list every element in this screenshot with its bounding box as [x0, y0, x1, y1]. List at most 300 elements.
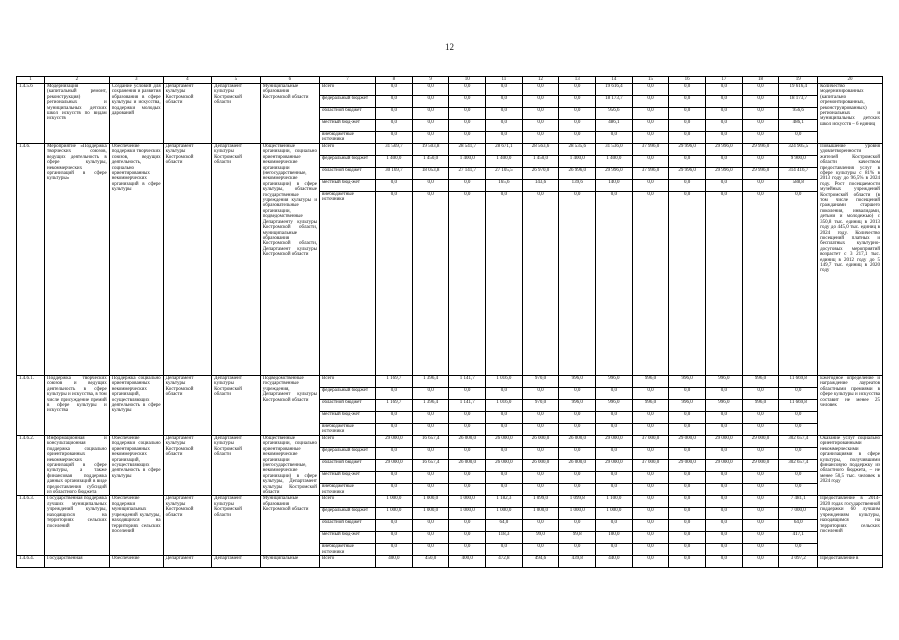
funding-value: 0,0 [559, 132, 596, 144]
funding-value: 0,0 [705, 532, 742, 544]
activity-goal: Обеспечение поддержки муниципальных учреждений культуры, находящихся на территориях сельских поселений [109, 496, 163, 556]
funding-source: федеральный бюджет [320, 156, 376, 168]
funding-value: 0,0 [449, 120, 486, 132]
funding-value: 139,6 [559, 180, 596, 192]
funding-value: 1 100,0 [596, 496, 633, 508]
funding-value: 0,0 [486, 108, 523, 120]
funding-value: 0,0 [376, 412, 413, 424]
funding-value: 0,0 [412, 472, 449, 484]
funding-value: 0,0 [669, 484, 706, 496]
funding-value: 26 000,0 [559, 436, 596, 448]
funding-value: 0,0 [742, 132, 779, 144]
funding-value: 0,0 [705, 96, 742, 108]
funding-value: 0,0 [596, 472, 633, 484]
funding-value: 0,0 [742, 96, 779, 108]
funding-value: 0,0 [412, 192, 449, 376]
funding-value: 0,0 [522, 424, 559, 436]
funding-value: 0,0 [705, 412, 742, 424]
funding-value: 26 996,0 [559, 168, 596, 180]
funding-value: 0,0 [632, 96, 669, 108]
funding-value: 0,0 [559, 448, 596, 460]
funding-value: 1 450,0 [412, 156, 449, 168]
funding-value: 0,0 [596, 388, 633, 400]
funding-value: 0,0 [705, 424, 742, 436]
funding-value: 0,0 [632, 108, 669, 120]
funding-value: 0,0 [632, 472, 669, 484]
funding-value: 0,0 [559, 472, 596, 484]
funding-value: 1 182,3 [486, 496, 523, 508]
funding-value: 0,0 [412, 96, 449, 108]
funding-value: 0,0 [376, 484, 413, 496]
funding-value: 0,0 [412, 180, 449, 192]
expected-result: Повышение уровня удовлетворенности жителей Костромской области качеством предоставления услуг в сфере культуры с 81% в 2013 году до 96,5% в 2024 году. Рост посещаемости музейных учреждений Костромской области (в том числе посещений гражданами старшего поколения, инвалидами, детьми и молодежью) с 350,8 тыс. единиц в 2013 году до 445,0 тыс. единиц в 2024 году. Количество посещений платных и бесплатных культурно-досуговых мероприятий возрастет с 3 217,1 тыс. единиц в 2012 году до 5 149,7 тыс. единиц в 2020 году [818, 144, 883, 376]
column-number: 18 [742, 77, 779, 84]
funding-value: 0,0 [376, 192, 413, 376]
funding-value: 31 536,0 [596, 144, 633, 156]
funding-value: 0,0 [705, 496, 742, 508]
funding-value: 16 657,4 [412, 460, 449, 472]
activity-measure: Модернизация (капитальный ремонт, реконструкция) региональных и муниципальных детских школ искусств по видам искусств [45, 84, 110, 144]
funding-value: 996,0 [632, 376, 669, 388]
activity-code: 1.4.6. [17, 144, 45, 376]
funding-value: 0,0 [449, 96, 486, 108]
funding-value: 0,0 [486, 472, 523, 484]
funding-value: 0,0 [412, 484, 449, 496]
funding-value: 439,8 [559, 556, 596, 568]
column-number: 17 [705, 77, 742, 84]
funding-value: 0,0 [705, 192, 742, 376]
expected-result: Предоставление в 2014-2020 годах государственной поддержки 60 лучшим учреждениям культуры, находящимся на территориях сельских поселений [818, 496, 883, 556]
funding-value: 0,0 [376, 96, 413, 108]
funding-value: 0,0 [449, 132, 486, 144]
funding-value: 970,0 [522, 376, 559, 388]
funding-value: 996,0 [705, 376, 742, 388]
funding-value: 0,0 [376, 388, 413, 400]
funding-value: 0,0 [632, 544, 669, 556]
funding-value: 0,0 [705, 472, 742, 484]
program-activities-table [16, 76, 883, 568]
funding-value: 26 000,0 [559, 460, 596, 472]
activity-participants: Подведомственные государственные учреждения, Департамент культуры Костромской области [260, 376, 319, 436]
activity-goal: Обеспечение [109, 556, 163, 568]
activity-executor: Департамент культуры Костромской области [163, 376, 212, 436]
funding-value: 0,0 [632, 532, 669, 544]
funding-value: 0,0 [376, 544, 413, 556]
funding-value: 0,0 [559, 388, 596, 400]
funding-value: 0,0 [669, 496, 706, 508]
activity-participants: Муниципальные образования Костромской области [260, 84, 319, 144]
funding-value: 0,0 [522, 520, 559, 532]
funding-value: 0,0 [449, 544, 486, 556]
funding-value: 0,0 [669, 388, 706, 400]
funding-value: 0,0 [705, 132, 742, 144]
funding-value: 0,0 [559, 84, 596, 96]
table-row [17, 556, 883, 568]
funding-value: 0,0 [705, 120, 742, 132]
funding-value: 324 905,5 [779, 144, 818, 156]
column-number: 3 [109, 77, 163, 84]
funding-value: 486,1 [779, 120, 818, 132]
funding-value: 0,0 [632, 556, 669, 568]
funding-value: 0,0 [449, 424, 486, 436]
funding-value: 1 400,0 [376, 156, 413, 168]
funding-value: 0,0 [559, 484, 596, 496]
funding-value: 0,0 [486, 120, 523, 132]
funding-value: 0,0 [486, 388, 523, 400]
table-row [17, 376, 883, 388]
column-number: 2 [45, 77, 110, 84]
funding-value: 0,0 [522, 132, 559, 144]
funding-value: 0,0 [412, 532, 449, 544]
funding-value: 28 671,1 [486, 144, 523, 156]
funding-value: 29 996,0 [705, 144, 742, 156]
funding-value: 0,0 [669, 532, 706, 544]
funding-value: 0,0 [779, 412, 818, 424]
table-row [17, 496, 883, 508]
funding-value: 28 541,7 [449, 144, 486, 156]
column-number: 10 [449, 77, 486, 84]
funding-value: 0,0 [669, 544, 706, 556]
funding-value: 996,0 [742, 376, 779, 388]
expected-result: Предоставление в [818, 556, 883, 568]
funding-value: 0,0 [376, 132, 413, 144]
funding-value: 29 000,0 [705, 460, 742, 472]
funding-value: 0,0 [412, 84, 449, 96]
funding-source: федеральный бюджет [320, 508, 376, 520]
activity-participants: Общественные организации, социально ориентированные некоммерческие организации (негосударственные, некоммерческие организации) в сфере культуры, областные государственные учреждения культуры и образовательные организации, подведомственные Департаменту культуры Костромской области, муниципальные образования Костромской области, Департамент культуры Костромской области [260, 144, 319, 376]
funding-value: 0,0 [705, 520, 742, 532]
funding-value: 0,0 [412, 132, 449, 144]
funding-value: 0,0 [705, 84, 742, 96]
funding-value: 0,0 [486, 412, 523, 424]
funding-source: Всего [320, 436, 376, 448]
activity-code: 1.4.6.3. [17, 496, 45, 556]
funding-value: 143,6 [522, 180, 559, 192]
funding-value: 0,0 [596, 484, 633, 496]
funding-value: 0,0 [559, 108, 596, 120]
funding-value: 494,6 [522, 556, 559, 568]
funding-value: 0,0 [742, 180, 779, 192]
funding-value: 450,0 [412, 556, 449, 568]
funding-value: 26 000,0 [449, 460, 486, 472]
funding-value: 1 000,0 [559, 508, 596, 520]
funding-value: 0,0 [412, 448, 449, 460]
funding-value: 0,0 [376, 84, 413, 96]
activity-measure: Государственная [45, 556, 110, 568]
funding-value: 0,0 [376, 424, 413, 436]
activity-participants: Муниципальные образования Костромской области [260, 496, 319, 556]
funding-value: 996,0 [596, 400, 633, 412]
funding-value: 0,0 [449, 472, 486, 484]
funding-value: 472,8 [486, 556, 523, 568]
funding-value: 29 000,0 [596, 460, 633, 472]
funding-value: 0,0 [742, 496, 779, 508]
funding-value: 30 169,7 [376, 168, 413, 180]
funding-value: 0,0 [412, 424, 449, 436]
funding-value: 0,0 [742, 508, 779, 520]
column-number: 11 [486, 77, 523, 84]
funding-value: 314 416,7 [779, 168, 818, 180]
funding-value: 0,0 [779, 484, 818, 496]
funding-source: Всего [320, 376, 376, 388]
funding-value: 0,0 [632, 484, 669, 496]
funding-value: 9 900,0 [779, 156, 818, 168]
funding-value: 0,0 [742, 520, 779, 532]
funding-source: местный бюд-жет [320, 120, 376, 132]
funding-value: 140,0 [596, 180, 633, 192]
funding-value: 0,0 [412, 120, 449, 132]
funding-value: 996,0 [559, 376, 596, 388]
funding-value: 0,0 [486, 96, 523, 108]
funding-source: областной бюджет [320, 520, 376, 532]
funding-value: 29 000,0 [596, 436, 633, 448]
funding-value: 0,0 [632, 132, 669, 144]
funding-value: 1 141,7 [449, 376, 486, 388]
funding-value: 11 669,8 [779, 376, 818, 388]
funding-value: 417,1 [779, 532, 818, 544]
funding-value: 3 097,2 [779, 556, 818, 568]
funding-value: 0,0 [522, 544, 559, 556]
funding-value: 0,0 [596, 544, 633, 556]
column-number: 19 [779, 77, 818, 84]
funding-value: 996,0 [559, 400, 596, 412]
activity-code: 1.4.6.2. [17, 436, 45, 496]
funding-value: 28 535,6 [559, 144, 596, 156]
funding-value: 0,0 [779, 472, 818, 484]
funding-value: 0,0 [559, 520, 596, 532]
funding-source: Всего [320, 144, 376, 156]
funding-value: 0,0 [486, 484, 523, 496]
funding-value: 0,0 [742, 108, 779, 120]
funding-value: 0,0 [376, 472, 413, 484]
funding-value: 1 016,0 [486, 400, 523, 412]
funding-source: федеральный бюджет [320, 96, 376, 108]
funding-value: 29 996,0 [742, 144, 779, 156]
funding-value: 0,0 [705, 448, 742, 460]
funding-value: 0,0 [412, 388, 449, 400]
funding-value: 0,0 [742, 192, 779, 376]
funding-value: 0,0 [559, 424, 596, 436]
funding-value: 0,0 [412, 544, 449, 556]
funding-value: 29 996,0 [596, 168, 633, 180]
funding-value: 29 000,0 [705, 436, 742, 448]
funding-value: 0,0 [522, 388, 559, 400]
funding-value: 0,0 [742, 412, 779, 424]
funding-value: 0,0 [705, 180, 742, 192]
activity-measure: Мероприятие «Поддержка творческих союзов, ведущих деятельность в сфере культуры, некоммерческих организаций в сфере культуры» [45, 144, 110, 376]
funding-value: 0,0 [522, 472, 559, 484]
funding-value: 0,0 [522, 484, 559, 496]
column-number: 12 [522, 77, 559, 84]
funding-value: 29 000,0 [376, 436, 413, 448]
column-number: 4 [163, 77, 212, 84]
funding-value: 1 169,7 [376, 376, 413, 388]
activity-measure: Поддержка творческих союзов и ведущих деятельность в сфере культуры и искусства, в том числе присуждение премий в сфере культуры и искусства [45, 376, 110, 436]
activity-coexecutor: Департамент [212, 556, 261, 568]
funding-value: 0,0 [742, 120, 779, 132]
funding-value: 0,0 [632, 84, 669, 96]
funding-source: Всего [320, 556, 376, 568]
funding-value: 0,0 [449, 532, 486, 544]
funding-value: 0,0 [669, 132, 706, 144]
funding-value: 0,0 [376, 532, 413, 544]
funding-value: 0,0 [779, 424, 818, 436]
page-number: 12 [445, 42, 454, 52]
activity-executor: Департамент культуры Костромской области [163, 84, 212, 144]
funding-value: 0,0 [522, 192, 559, 376]
funding-source: местный бюд-жет [320, 180, 376, 192]
funding-value: 0,0 [669, 520, 706, 532]
funding-value: 0,0 [705, 544, 742, 556]
funding-source: областной бюджет [320, 168, 376, 180]
funding-value: 1 000,0 [449, 508, 486, 520]
funding-value: 1 000,0 [412, 508, 449, 520]
funding-value: 400,0 [449, 556, 486, 568]
funding-value: 0,0 [522, 108, 559, 120]
funding-value: 0,0 [669, 556, 706, 568]
funding-value: 27 141,7 [449, 168, 486, 180]
funding-value: 0,0 [596, 424, 633, 436]
funding-value: 0,0 [449, 192, 486, 376]
activity-coexecutor: Департамент культуры Костромской области [212, 496, 261, 556]
funding-value: 0,0 [559, 544, 596, 556]
funding-value: 7 481,1 [779, 496, 818, 508]
funding-value: 0,0 [486, 424, 523, 436]
funding-value: 0,0 [449, 412, 486, 424]
activity-measure: Государственная поддержка лучших муниципальных учреждений культуры, находящихся на территориях сельских поселений [45, 496, 110, 556]
funding-value: 11 669,8 [779, 400, 818, 412]
funding-value: 1 099,0 [522, 496, 559, 508]
funding-value: 0,0 [596, 520, 633, 532]
funding-value: 0,0 [522, 412, 559, 424]
funding-value: 0,0 [742, 448, 779, 460]
funding-value: 0,0 [669, 448, 706, 460]
funding-value: 1 396,4 [412, 400, 449, 412]
funding-value: 0,0 [742, 472, 779, 484]
funding-value: 0,0 [779, 132, 818, 144]
funding-value: 400,0 [376, 556, 413, 568]
funding-value: 19 503,8 [412, 144, 449, 156]
funding-value: 7 000,0 [779, 508, 818, 520]
funding-value: 1 400,0 [559, 156, 596, 168]
funding-value: 37 996,0 [632, 168, 669, 180]
funding-value: 0,0 [522, 120, 559, 132]
funding-value: 0,0 [486, 192, 523, 376]
funding-value: 0,0 [376, 180, 413, 192]
funding-value: 1 400,0 [449, 156, 486, 168]
funding-value: 29 000,0 [742, 436, 779, 448]
funding-value: 28 563,6 [522, 144, 559, 156]
funding-value: 26 000,0 [522, 460, 559, 472]
funding-value: 19 616,4 [596, 84, 633, 96]
activity-executor: Департамент [163, 556, 212, 568]
funding-value: 0,0 [705, 156, 742, 168]
funding-value: 29 996,0 [705, 168, 742, 180]
funding-value: 0,0 [742, 156, 779, 168]
funding-value: 0,0 [632, 192, 669, 376]
funding-value: 29 000,0 [669, 436, 706, 448]
funding-value: 16 657,4 [412, 436, 449, 448]
funding-value: 0,0 [449, 388, 486, 400]
funding-value: 0,0 [522, 96, 559, 108]
funding-value: 0,0 [632, 156, 669, 168]
activity-coexecutor: Департамент культуры Костромской области [212, 144, 261, 376]
funding-value: 1 169,7 [376, 400, 413, 412]
activity-measure: Информационная и консультационная поддержка социально ориентированных некоммерческих организаций в сфере культуры, а также финансовая поддержка данных организаций в виде предоставления субсидий из областного бюджета [45, 436, 110, 496]
activity-code: 1.4.5.6 [17, 84, 45, 144]
funding-value: 0,0 [742, 424, 779, 436]
funding-source: федеральный бюджет [320, 388, 376, 400]
funding-value: 0,0 [669, 508, 706, 520]
funding-value: 996,0 [705, 400, 742, 412]
funding-value: 970,0 [522, 400, 559, 412]
funding-value: 0,0 [522, 448, 559, 460]
column-number: 16 [669, 77, 706, 84]
activity-executor: Департамент культуры Костромской области [163, 496, 212, 556]
funding-value: 0,0 [449, 84, 486, 96]
funding-value: 0,0 [486, 132, 523, 144]
funding-value: 26 000,0 [449, 436, 486, 448]
funding-value: 1 000,0 [376, 496, 413, 508]
funding-value: 0,0 [669, 84, 706, 96]
funding-value: 0,0 [669, 192, 706, 376]
funding-value: 0,0 [596, 192, 633, 376]
funding-value: 0,0 [669, 472, 706, 484]
funding-value: 99,8 [559, 532, 596, 544]
funding-value: 0,0 [412, 108, 449, 120]
funding-value: 37 000,0 [632, 436, 669, 448]
funding-value: 1 396,4 [412, 376, 449, 388]
funding-value: 0,0 [412, 412, 449, 424]
funding-value: 29 996,0 [742, 168, 779, 180]
funding-value: 0,0 [632, 496, 669, 508]
column-number: 5 [212, 77, 261, 84]
funding-value: 0,0 [632, 508, 669, 520]
funding-value: 0,0 [449, 448, 486, 460]
activity-code: 1.4.6.4. [17, 556, 45, 568]
funding-value: 0,0 [705, 508, 742, 520]
funding-value: 26 000,0 [486, 436, 523, 448]
funding-value: 0,0 [669, 412, 706, 424]
funding-value: 0,0 [669, 156, 706, 168]
funding-source: местный бюд-жет [320, 472, 376, 484]
funding-value: 1 016,0 [486, 376, 523, 388]
funding-value: 0,0 [632, 520, 669, 532]
funding-value: 1 141,7 [449, 400, 486, 412]
funding-value: 0,0 [522, 84, 559, 96]
funding-value: 0,0 [559, 192, 596, 376]
funding-value: 0,0 [669, 424, 706, 436]
column-number: 20 [818, 77, 883, 84]
funding-value: 0,0 [705, 556, 742, 568]
funding-value: 64,0 [779, 520, 818, 532]
funding-value: 0,0 [632, 388, 669, 400]
funding-source: Всего [320, 84, 376, 96]
expected-result: Оказание услуг социально ориентированными некоммерческими организациями в сфере культуры, получившими финансовую поддержку из областного бюджета, – не менее 50,5 тыс. человек в 2024 году [818, 436, 883, 496]
activity-executor: Департамент культуры Костромской области [163, 436, 212, 496]
funding-value: 0,0 [742, 84, 779, 96]
funding-value: 0,0 [632, 424, 669, 436]
funding-value: 26 000,0 [522, 436, 559, 448]
funding-value: 0,0 [376, 448, 413, 460]
funding-source: областной бюджет [320, 108, 376, 120]
funding-value: 29 000,0 [376, 460, 413, 472]
funding-value: 1 450,0 [522, 156, 559, 168]
activity-coexecutor: Департамент культуры Костромской области [212, 376, 261, 436]
funding-value: 31 569,7 [376, 144, 413, 156]
table-row [17, 144, 883, 156]
funding-value: 996,0 [596, 376, 633, 388]
